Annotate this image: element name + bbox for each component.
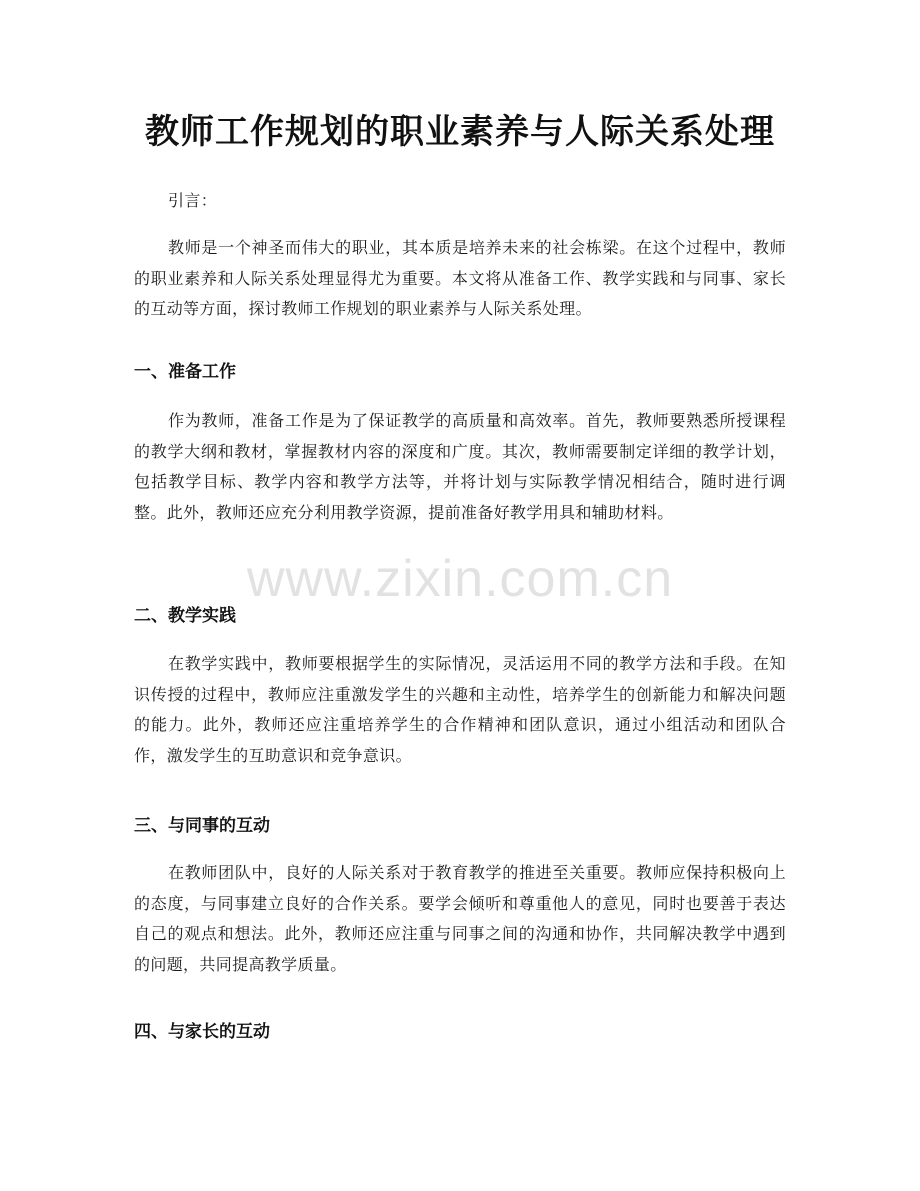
intro-label: 引言： — [168, 191, 218, 210]
section-body-1: 作为教师，准备工作是为了保证教学的高质量和高效率。首先，教师要熟悉所授课程的教学大纲和教材，掌握教材内容的深度和广度。其次，教师需要制定详细的教学计划，包括教学目标、教学内容和教学方法等，并将计划与实际教学情况相结合，随时进行调整。此外，教师还应充分利用教学资源，提前准备好教学用具和辅助材料。 — [134, 411, 786, 522]
section-heading-4: 四、与家长的互动 — [134, 1022, 270, 1042]
section-heading-2: 二、教学实践 — [134, 606, 236, 626]
document-title: 教师工作规划的职业素养与人际关系处理 — [145, 112, 775, 152]
section-body-2: 在教学实践中，教师要根据学生的实际情况，灵活运用不同的教学方法和手段。在知识传授的过程中，教师应注重激发学生的兴趣和主动性，培养学生的创新能力和解决问题的能力。此外，教师还应注重培养学生的合作精神和团队意识，通过小组活动和团队合作，激发学生的互助意识和竞争意识。 — [134, 654, 786, 765]
intro-paragraph: 教师是一个神圣而伟大的职业，其本质是培养未来的社会栋梁。在这个过程中，教师的职业素养和人际关系处理显得尤为重要。本文将从准备工作、教学实践和与同事、家长的互动等方面，探讨教师工作规划的职业素养与人际关系处理。 — [134, 238, 786, 318]
section-heading-3: 三、与同事的互动 — [134, 816, 270, 836]
section-heading-1: 一、准备工作 — [134, 362, 236, 382]
watermark: www.zixin.com.cn — [246, 550, 674, 608]
section-body-3: 在教师团队中，良好的人际关系对于教育教学的推进至关重要。教师应保持积极向上的态度，与同事建立良好的合作关系。要学会倾听和尊重他人的意见，同时也要善于表达自己的观点和想法。此外，教师还应注重与同事之间的沟通和协作，共同解决教学中遇到的问题，共同提高教学质量。 — [134, 863, 786, 974]
